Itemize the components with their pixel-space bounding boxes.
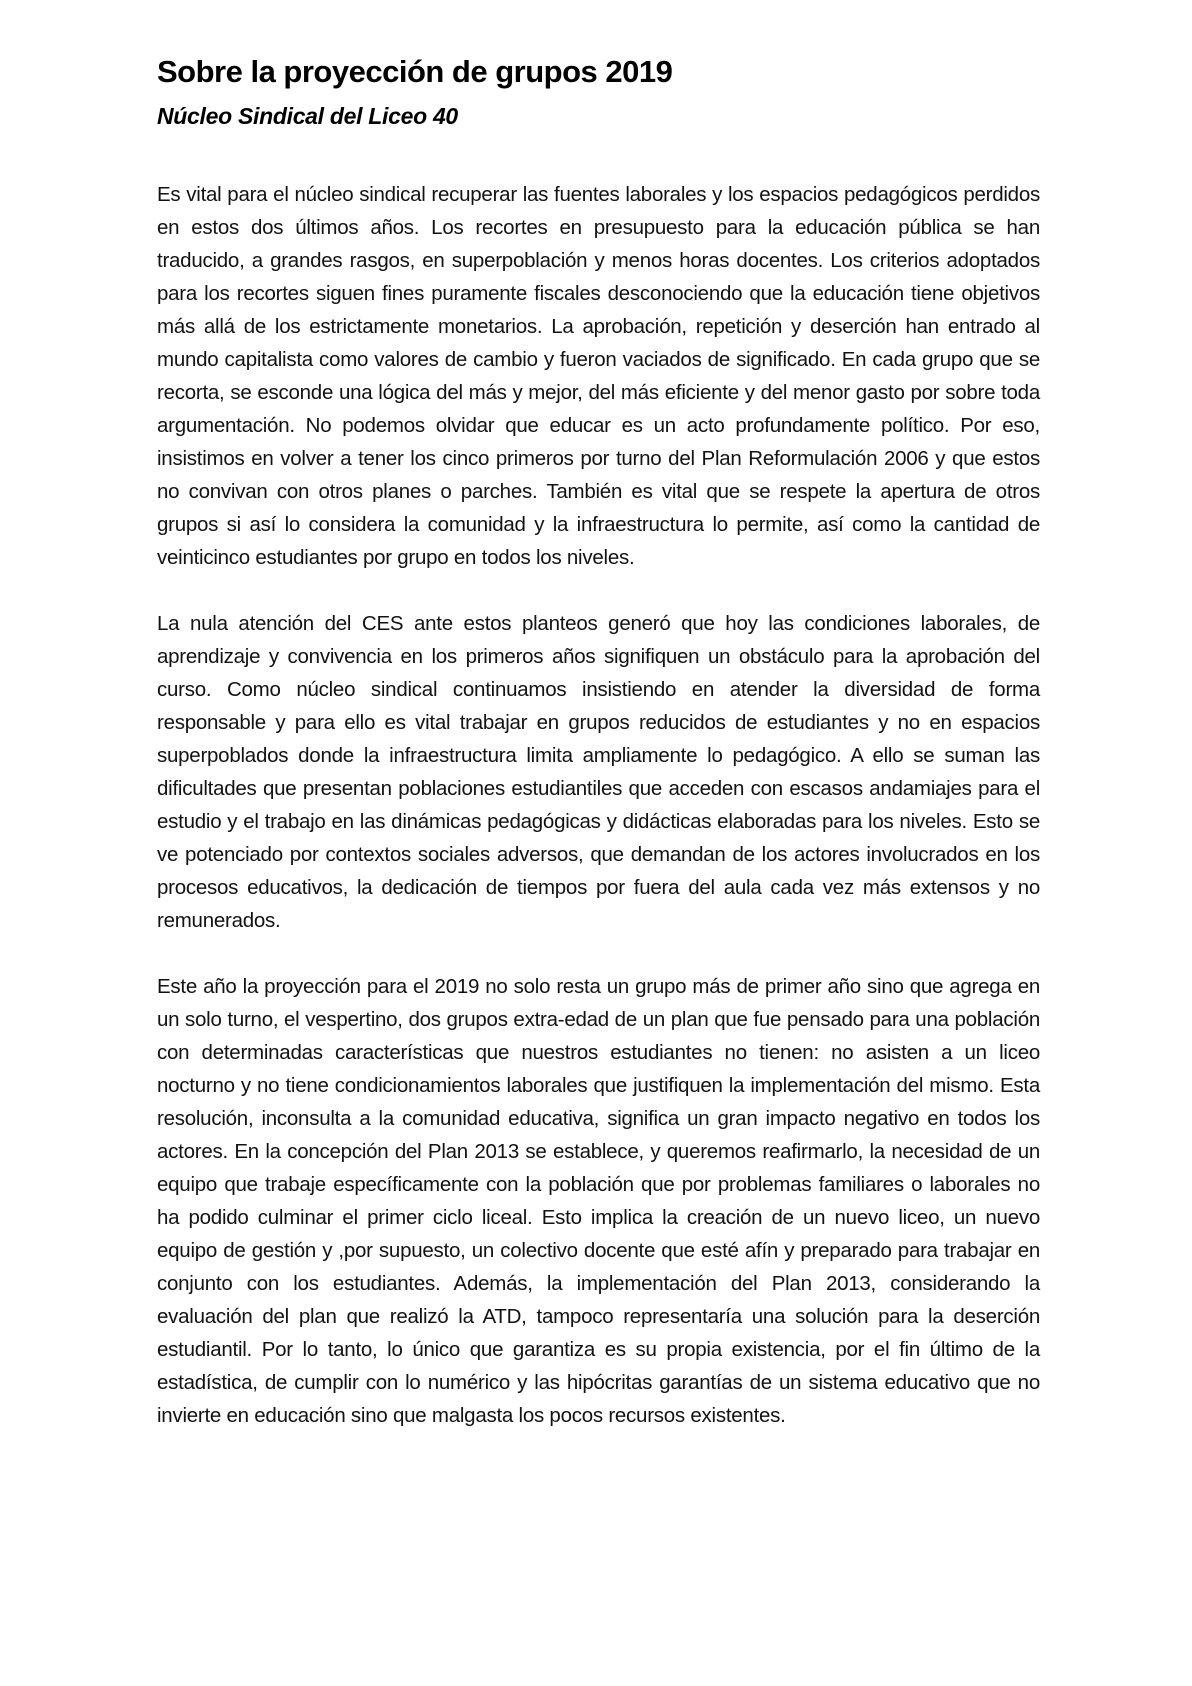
page-title: Sobre la proyección de grupos 2019 <box>157 54 673 89</box>
paragraph-3: Este año la proyección para el 2019 no solo resta un grupo más de primer año sino que agrega en un solo turno, el vespertino, dos grupos extra-edad de un plan que fue pensado para una población con determinadas características que nuestros estudiantes no tienen: no asisten a un liceo nocturno y no tiene condicionamientos laborales que justifiquen la implementación del mismo. Esta resolución, inconsulta a la comunidad educativa, significa un gran impacto negativo en todos los actores. En la concepción del Plan 2013 se establece, y queremos reafirmarlo, la necesidad de un equipo que trabaje específicamente con la población que por problemas familiares o laborales no ha podido culminar el primer ciclo liceal. Esto implica la creación de un nuevo liceo, un nuevo equipo de gestión y ,por supuesto, un colectivo docente que esté afín y preparado para trabajar en conjunto con los estudiantes. Además, la implementación del Plan 2013, considerando la evaluación del plan que realizó la ATD, tampoco representaría una solución para la deserción estudiantil. Por lo tanto, lo único que garantiza es su propia existencia, por el fin último de la estadística, de cumplir con lo numérico y las hipócritas garantías de un sistema educativo que no invierte en educación sino que malgasta los pocos recursos existentes. <box>157 975 1040 1427</box>
document-body <box>157 178 1040 1432</box>
paragraph-2: La nula atención del CES ante estos planteos generó que hoy las condiciones laborales, de aprendizaje y convivencia en los primeros años signifiquen un obstáculo para la aprobación del curso. Como núcleo sindical continuamos insistiendo en atender la diversidad de forma responsable y para ello es vital trabajar en grupos reducidos de estudiantes y no en espacios superpoblados donde la infraestructura limita ampliamente lo pedagógico. A ello se suman las dificultades que presentan poblaciones estudiantiles que acceden con escasos andamiajes para el estudio y el trabajo en las dinámicas pedagógicas y didácticas elaboradas para los niveles. Esto se ve potenciado por contextos sociales adversos, que demandan de los actores involucrados en los procesos educativos, la dedicación de tiempos por fuera del aula cada vez más extensos y no remunerados. <box>157 612 1040 932</box>
paragraph-1: Es vital para el núcleo sindical recuperar las fuentes laborales y los espacios pedagógicos perdidos en estos dos últimos años. Los recortes en presupuesto para la educación pública se han traducido, a grandes rasgos, en superpoblación y menos horas docentes. Los criterios adoptados para los recortes siguen fines puramente fiscales desconociendo que la educación tiene objetivos más allá de los estrictamente monetarios. La aprobación, repetición y deserción han entrado al mundo capitalista como valores de cambio y fueron vaciados de significado. En cada grupo que se recorta, se esconde una lógica del más y mejor, del más eficiente y del menor gasto por sobre toda argumentación. No podemos olvidar que educar es un acto profundamente político. Por eso, insistimos en volver a tener los cinco primeros por turno del Plan Reformulación 2006 y que estos no convivan con otros planes o parches. También es vital que se respete la apertura de otros grupos si así lo considera la comunidad y la infraestructura lo permite, así como la cantidad de veinticinco estudiantes por grupo en todos los niveles. <box>157 183 1040 569</box>
page-subtitle: Núcleo Sindical del Liceo 40 <box>157 103 458 129</box>
